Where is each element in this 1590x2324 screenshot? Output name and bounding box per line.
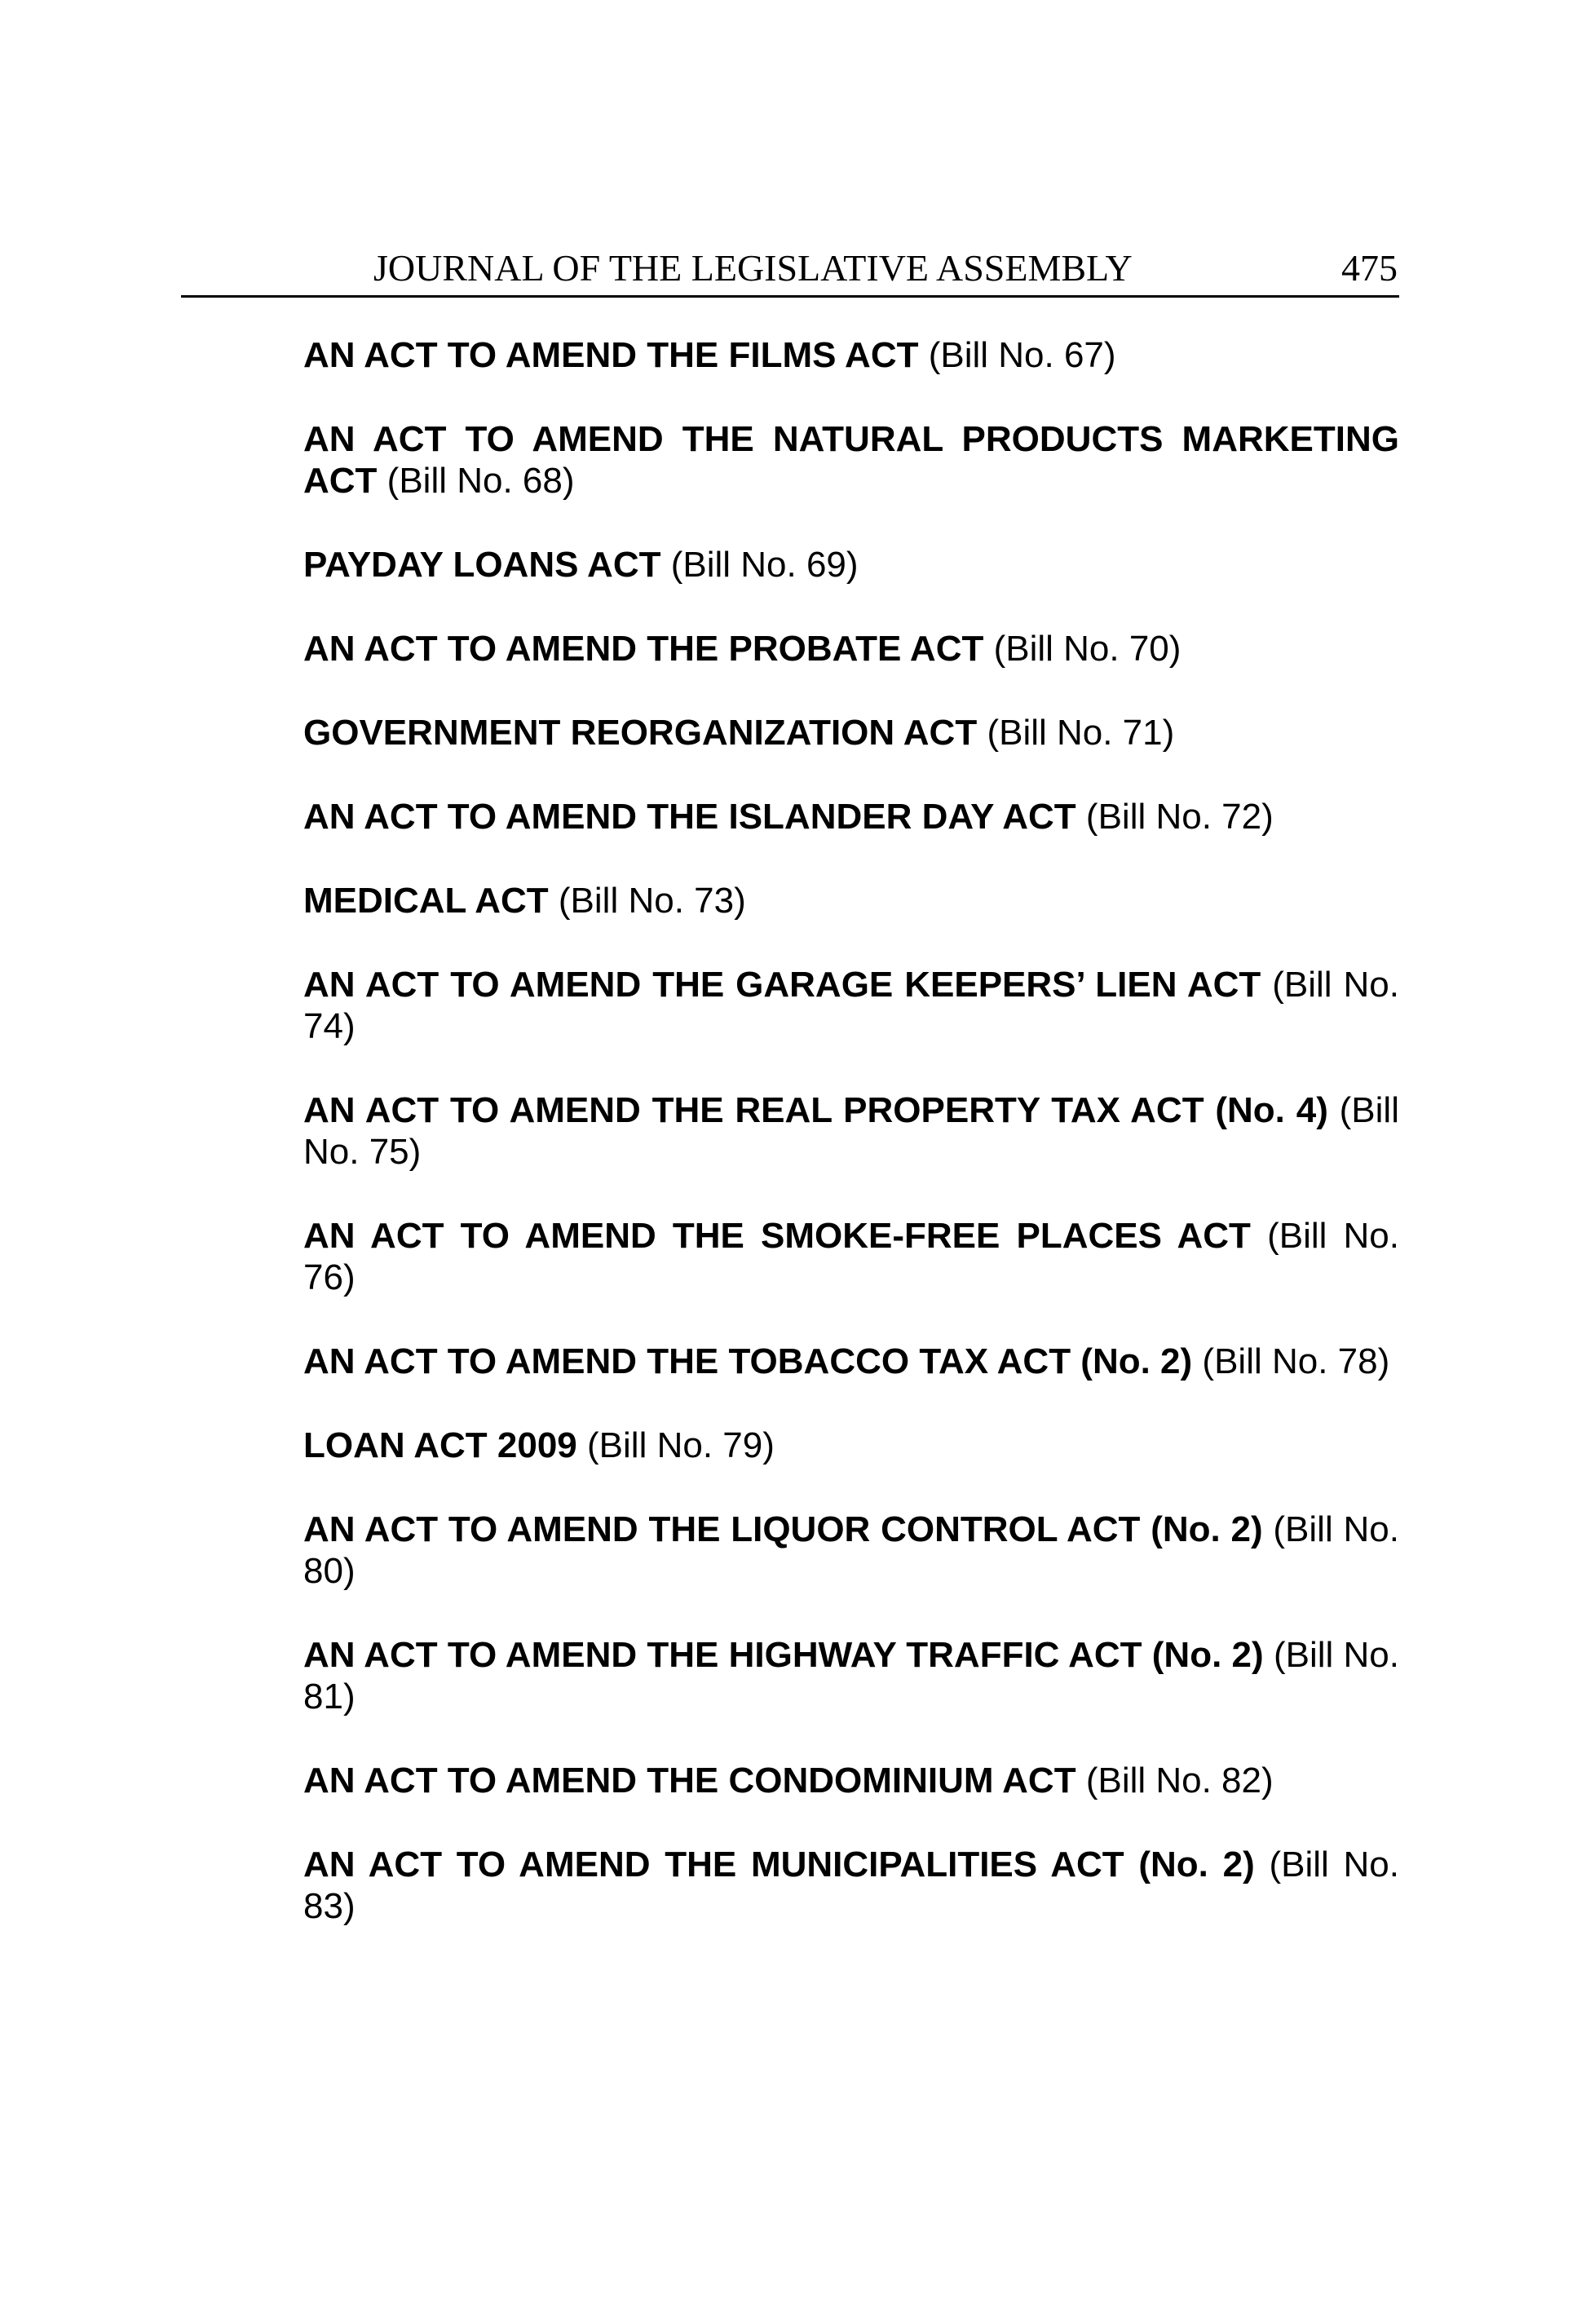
bill-entry: [303, 1089, 1399, 1173]
page-header: [181, 245, 1399, 298]
bill-entry: [303, 1509, 1399, 1592]
bill-title: AN ACT TO AMEND THE REAL PROPERTY TAX ACT (No. 4): [303, 1090, 1328, 1130]
bill-title: AN ACT TO AMEND THE MUNICIPALITIES ACT (No. 2): [303, 1845, 1255, 1884]
bill-entry: [303, 334, 1399, 376]
bill-title: AN ACT TO AMEND THE ISLANDER DAY ACT: [303, 797, 1076, 837]
bill-number: (Bill No. 68): [386, 461, 575, 501]
bill-number: (Bill No. 78): [1202, 1341, 1390, 1381]
page-number: 475: [1341, 247, 1398, 289]
bill-entry: [303, 964, 1399, 1047]
bill-entry: [303, 628, 1399, 669]
bill-title: AN ACT TO AMEND THE HIGHWAY TRAFFIC ACT (No. 2): [303, 1635, 1264, 1675]
bill-entry: [303, 880, 1399, 921]
bill-entry: [303, 418, 1399, 501]
bill-number: (Bill No. 81): [303, 1635, 1399, 1716]
bill-title: AN ACT TO AMEND THE GARAGE KEEPERS’ LIEN ACT: [303, 965, 1261, 1005]
bill-list: [303, 334, 1399, 1969]
running-head: JOURNAL OF THE LEGISLATIVE ASSEMBLY: [373, 247, 1133, 289]
bill-title: AN ACT TO AMEND THE SMOKE-FREE PLACES ACT: [303, 1216, 1251, 1256]
bill-number: (Bill No. 74): [303, 965, 1399, 1046]
bill-number: (Bill No. 71): [987, 713, 1175, 753]
bill-number: (Bill No. 80): [303, 1509, 1399, 1591]
bill-title: AN ACT TO AMEND THE NATURAL PRODUCTS MARKETING ACT: [303, 419, 1399, 501]
bill-title: LOAN ACT 2009: [303, 1425, 577, 1465]
bill-entry: [303, 1760, 1399, 1801]
bill-title: AN ACT TO AMEND THE FILMS ACT: [303, 335, 919, 375]
bill-title: AN ACT TO AMEND THE PROBATE ACT: [303, 629, 984, 669]
bill-number: (Bill No. 75): [303, 1090, 1399, 1172]
bill-number: (Bill No. 73): [558, 881, 746, 921]
bill-entry: [303, 712, 1399, 753]
bill-number: (Bill No. 69): [670, 545, 859, 585]
bill-entry: [303, 1425, 1399, 1466]
bill-entry: [303, 796, 1399, 837]
bill-entry: [303, 544, 1399, 585]
bill-entry: [303, 1215, 1399, 1298]
bill-number: (Bill No. 83): [303, 1845, 1400, 1926]
bill-entry: [303, 1634, 1399, 1717]
bill-title: AN ACT TO AMEND THE CONDOMINIUM ACT: [303, 1761, 1076, 1800]
bill-title: AN ACT TO AMEND THE LIQUOR CONTROL ACT (No. 2): [303, 1509, 1263, 1549]
bill-number: (Bill No. 82): [1085, 1761, 1274, 1800]
bill-title: MEDICAL ACT: [303, 881, 549, 921]
bill-number: (Bill No. 67): [928, 335, 1116, 375]
bill-entry: [303, 1844, 1399, 1927]
bill-title: GOVERNMENT REORGANIZATION ACT: [303, 713, 978, 753]
bill-number: (Bill No. 79): [587, 1425, 775, 1465]
bill-title: PAYDAY LOANS ACT: [303, 545, 661, 585]
bill-number: (Bill No. 72): [1085, 797, 1274, 837]
bill-number: (Bill No. 76): [303, 1216, 1399, 1297]
bill-title: AN ACT TO AMEND THE TOBACCO TAX ACT (No. 2): [303, 1341, 1193, 1381]
bill-number: (Bill No. 70): [993, 629, 1181, 669]
bill-entry: [303, 1341, 1399, 1382]
